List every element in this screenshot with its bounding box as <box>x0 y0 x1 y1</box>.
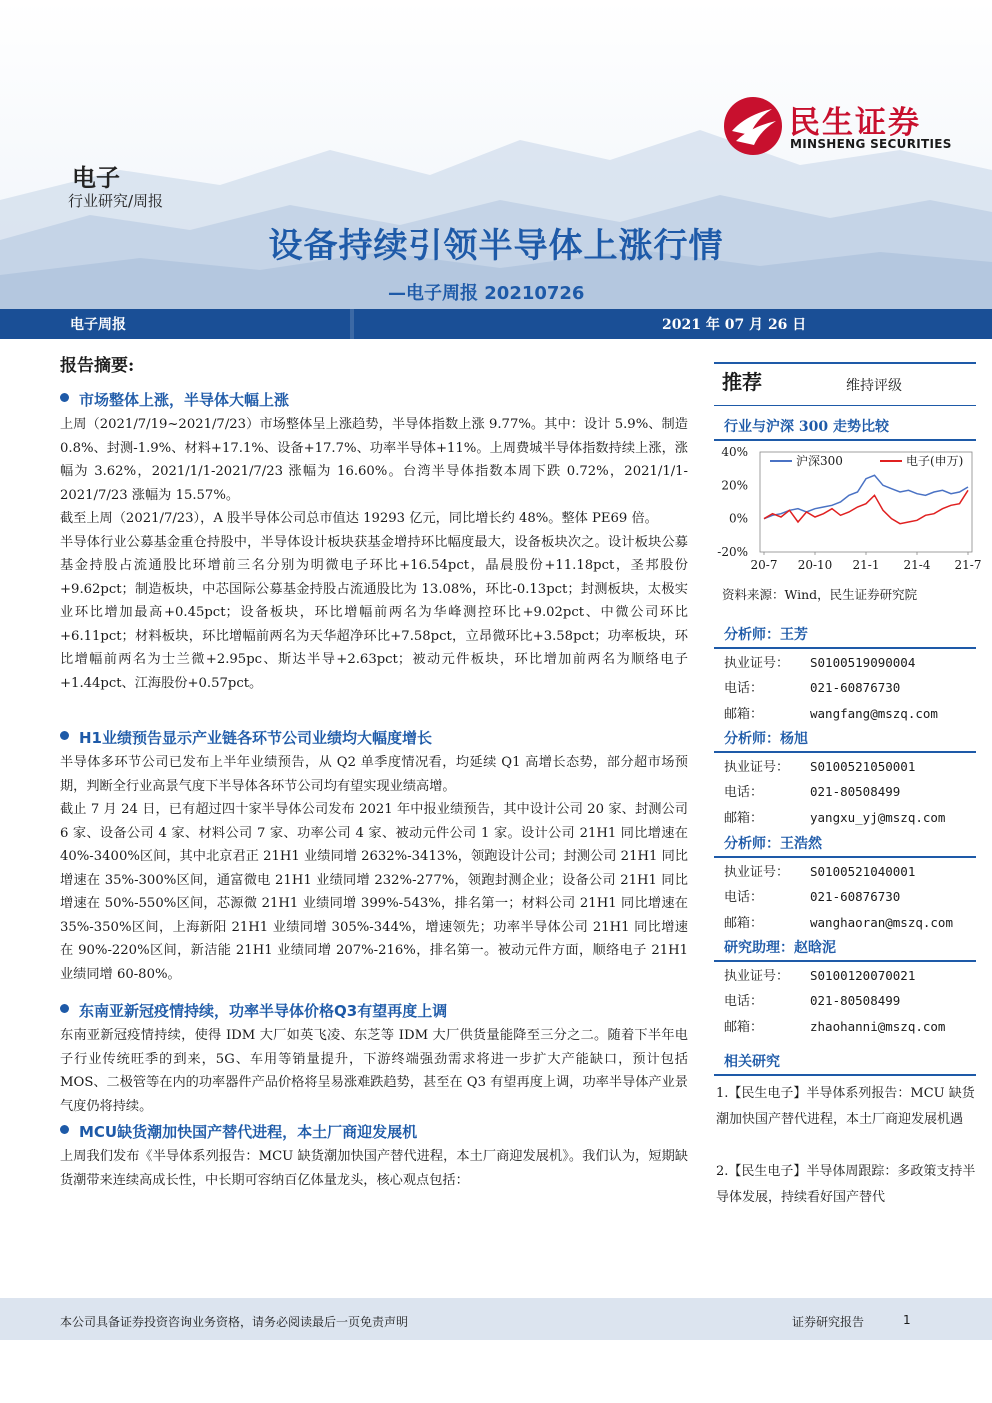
paragraph: 上周我们发布《半导体系列报告：MCU 缺货潮加快国产替代进程，本土厂商迎发展机》。我们认为，短期缺货潮带来连续高成长性，中长期可容纳百亿体量龙头，核心观点包括： <box>60 1149 688 1188</box>
analyst-cert: 执业证号： S0100120070021 <box>724 968 916 984</box>
analyst-email[interactable]: 邮箱： zhaohanni@mszq.com <box>724 1019 946 1035</box>
analyst-email[interactable]: 邮箱： wanghaoran@mszq.com <box>724 915 953 931</box>
footer-disclaimer: 本公司具备证券投资咨询业务资格，请务必阅读最后一页免责声明 <box>60 1315 409 1329</box>
section-heading-4: MCU缺货潮加快国产替代进程，本土厂商迎发展机 <box>60 1121 417 1142</box>
page-number: 1 <box>903 1313 911 1327</box>
title-band <box>0 309 992 339</box>
rating-text: 维持评级 <box>846 378 902 394</box>
analyst-heading-3: 分析师：王浩然 <box>714 833 976 858</box>
analyst-cert: 执业证号： S0100521040001 <box>724 864 916 880</box>
paragraph: 半导体多环节公司已发布上半年业绩预告，从 Q2 单季度情况看，均延续 Q1 高增长态势，部分超市场预期，判断全行业高景气度下半导体各环节公司均有望实现业绩高增。 <box>60 755 688 794</box>
bullet-icon <box>60 731 69 740</box>
report-title: 设备持续引领半导体上涨行情 <box>268 226 724 266</box>
y-tick-label: 40% <box>721 445 748 459</box>
sector-label: 电子 <box>72 164 120 192</box>
analyst-email[interactable]: 邮箱： yangxu_yj@mszq.com <box>724 810 946 826</box>
paragraph: 截至上周（2021/7/23），A 股半导体公司总市值达 19293 亿元，同比增长约 48%。整体 PE69 倍。 <box>60 511 658 526</box>
logo-english-text: MINSHENG SECURITIES <box>790 137 952 151</box>
section-body-3 <box>60 1024 688 1118</box>
related-research-heading: 相关研究 <box>714 1051 976 1076</box>
trend-chart-svg <box>714 440 982 580</box>
analyst-email[interactable]: 邮箱： wangfang@mszq.com <box>724 706 938 722</box>
bullet-icon <box>60 1125 69 1134</box>
section-heading-3: 东南亚新冠疫情持续，功率半导体价格Q3有望再度上调 <box>60 1000 447 1021</box>
chart-heading: 行业与沪深 300 走势比较 <box>714 416 976 441</box>
related-item-1[interactable]: 1.【民生电子】半导体系列报告：MCU 缺货潮加快国产替代进程，本土厂商迎发展机遇 <box>716 1086 975 1127</box>
company-logo <box>722 95 972 155</box>
section-heading-2: H1业绩预告显示产业链各环节公司业绩均大幅度增长 <box>60 727 432 748</box>
paragraph: 东南亚新冠疫情持续，使得 IDM 大厂如英飞凌、东芝等 IDM 大厂供货量能降至三分之二。随着下半年电子行业传统旺季的到来，5G、车用等销量提升，下游终端强劲需求将进一步扩大产能缺口，预计包括 MOS、二极管等在内的功率器件产品价格将呈易涨难跌趋势，甚至在 Q3 有望再度上调，功率半导体产业景气度仍将持续。 <box>60 1028 688 1114</box>
paragraph: 半导体行业公募基金重仓持股中，半导体设计板块获基金增持环比幅度最大，设备板块次之。设计板块公募基金持股占流通股比环增前三名分别为明微电子环比+16.54pct，晶晨股份+11.18pct，圣邦股份+9.62pct；制造板块，中芯国际公募基金持股占流通股比为 13.08%，环比-0.13pct；封测板块，太极实业环比增加最高+0.45pct；设备板块，环比增幅前两名为华峰测控环比+9.02pct、中微公司环比+6.11pct；材料板块，环比增幅前两名为天华超净环比+7.58pct，立昂微环比+3.58pct；功率板块，环比增幅前两名为士兰微+2.95pc、斯达半导+2.63pct；被动元件板块，环比增加前两名为顺络电子+1.44pct、江海股份+0.57pct。 <box>60 534 688 691</box>
header-banner <box>0 0 992 320</box>
minsheng-logo-icon <box>722 95 784 157</box>
analyst-cert: 执业证号： S0100521050001 <box>724 759 916 775</box>
analyst-heading-1: 分析师：王芳 <box>714 624 976 649</box>
related-item-2[interactable]: 2.【民生电子】半导体周跟踪：多政策支持半导体发展，持续看好国产替代 <box>716 1164 976 1205</box>
section-body-4 <box>60 1145 688 1192</box>
paragraph: 上周（2021/7/19~2021/7/23）市场整体呈上涨趋势，半导体指数上涨 9.77%。其中：设计 5.9%、制造 0.8%、封测-1.9%、材料+17.1%、设备+17.7%、功率半导体+11%。上周费城半导体指数持续上涨，涨幅为 3.62%，2021/1/1-2021/7/23 涨幅为 16.60%。台湾半导体指数本周下跌 0.72%，2021/1/1-2021/7/23 涨幅为 15.57%。 <box>60 417 688 503</box>
logo-chinese-text: 民生证券 <box>789 105 921 141</box>
series-line-2 <box>764 490 968 523</box>
paragraph: 截止 7 月 24 日，已有超过四十家半导体公司发布 2021 年中报业绩预告，其中设计公司 20 家、封测公司 6 家、设备公司 4 家、材料公司 7 家、功率公司 4 家、被动元件公司 1 家。设计公司 21H1 同比增速在 40%-3400%区间，其中北京君正 21H1 业绩同增 2632%-3413%，领跑设计公司；封测公司 21H1 同比增速在 35%-300%区间，通富微电 21H1 业绩同增 232%-277%，领跑封测企业；设备公司 21H1 同比增速在 50%-550%区间，芯源微 21H1 业绩同增 399%-543%，排名第一；材料公司 21H1 同比增速在 35%-350%区间，上海新阳 21H1 业绩同增 305%-344%，增速领先；功率半导体公司 21H1 同比增速在 90%-220%区间，新洁能 21H1 业绩同增 207%-216%，排名第一。被动元件方面，顺络电子 21H1 业绩同增 60-80%。 <box>60 802 688 982</box>
chart-source: 资料来源：Wind，民生证券研究院 <box>722 587 918 602</box>
analyst-cert: 执业证号： S0100519090004 <box>724 655 916 671</box>
mountain-background <box>0 0 992 320</box>
summary-title: 报告摘要: <box>60 356 135 376</box>
analyst-phone: 电话： 021-80508499 <box>724 784 901 800</box>
section-body-1 <box>60 413 688 695</box>
trend-chart <box>714 440 982 580</box>
x-tick-label: 21-7 <box>954 558 982 572</box>
legend-label: 沪深300 <box>796 454 843 468</box>
x-tick-label: 21-1 <box>852 558 880 572</box>
report-subtitle: —电子周报 20210726 <box>388 283 585 304</box>
y-tick-label: 0% <box>728 511 748 526</box>
x-tick-label: 21-4 <box>903 558 931 572</box>
x-tick-label: 20-10 <box>797 558 833 572</box>
analyst-phone: 电话： 021-60876730 <box>724 680 901 696</box>
band-date: 2021 年 07 月 26 日 <box>662 317 807 333</box>
analyst-heading-2: 分析师：杨旭 <box>714 728 976 753</box>
analyst-phone: 电话： 021-60876730 <box>724 889 901 905</box>
section-body-2 <box>60 751 688 986</box>
analyst-phone: 电话： 021-80508499 <box>724 993 901 1009</box>
recommend-label: 推荐 <box>722 370 762 394</box>
legend-label: 电子(申万) <box>906 454 964 468</box>
x-tick-label: 20-7 <box>750 558 778 572</box>
y-tick-label: 20% <box>721 478 748 493</box>
report-type: 行业研究/周报 <box>68 192 164 210</box>
y-tick-label: -20% <box>717 545 748 559</box>
bullet-icon <box>60 1004 69 1013</box>
footer-label: 证券研究报告 <box>792 1315 865 1329</box>
band-report-name: 电子周报 <box>70 317 126 333</box>
section-heading-1: 市场整体上涨，半导体大幅上涨 <box>60 389 289 410</box>
bullet-icon <box>60 393 69 402</box>
analyst-heading-4: 研究助理：赵晗泥 <box>714 937 976 962</box>
